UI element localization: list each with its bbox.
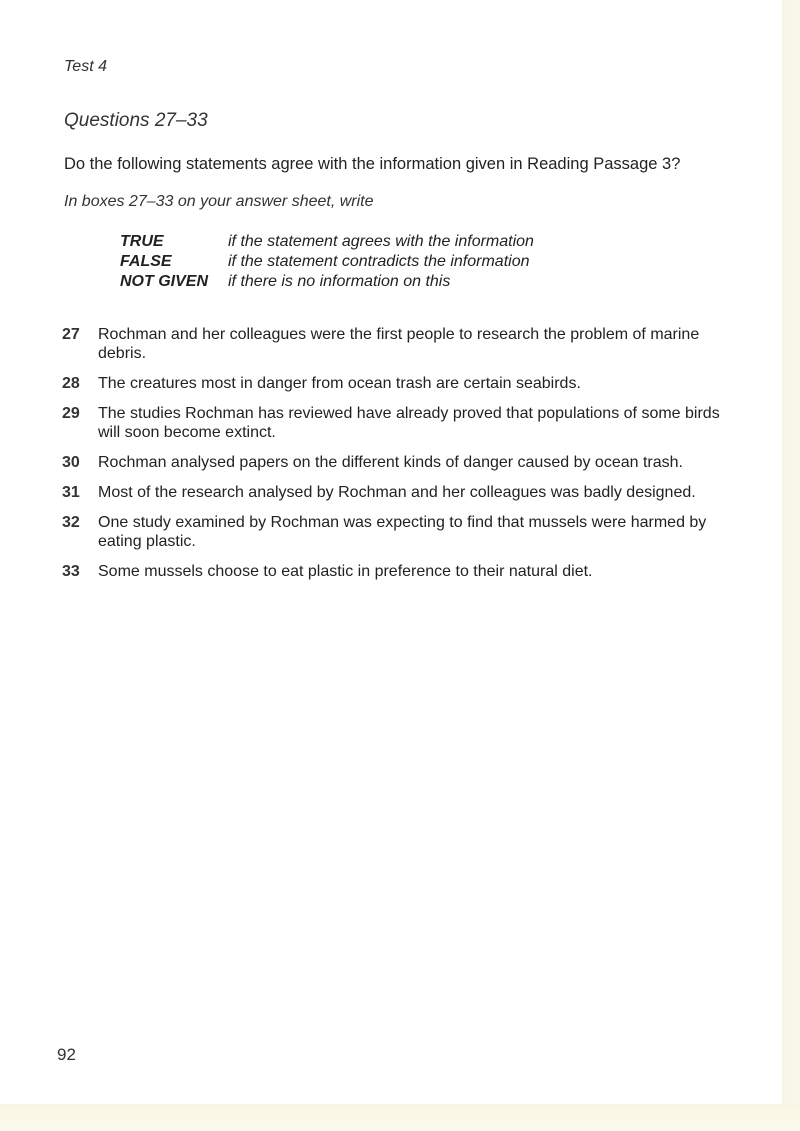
key-term: NOT GIVEN [120,273,209,290]
question-text: The creatures most in danger from ocean trash are certain seabirds. [98,375,581,392]
key-meaning: if there is no information on this [228,273,451,290]
test-label: Test 4 [64,58,107,75]
answer-key-table [120,232,534,292]
question-text: Some mussels choose to eat plastic in preference to their natural diet. [98,563,593,580]
question-text: One study examined by Rochman was expecting to find that mussels were harmed by eating plastic. [98,514,707,550]
key-row-not-given [120,272,534,292]
question-list [62,325,742,592]
question-text: Rochman and her colleagues were the first people to research the problem of marine debris. [98,326,700,362]
key-meaning: if the statement contradicts the information [228,253,530,270]
page-edge-bottom [0,1104,800,1131]
question-number: 31 [62,484,80,501]
page-edge-right [782,0,800,1131]
question-item [62,513,742,551]
question-item [62,562,742,581]
question-number: 28 [62,375,80,392]
question-item [62,404,742,442]
key-term: TRUE [120,233,164,250]
question-number: 30 [62,454,80,471]
question-item [62,374,742,393]
question-number: 33 [62,563,80,580]
key-term: FALSE [120,253,172,270]
question-number: 32 [62,514,80,531]
key-row-false [120,252,534,272]
key-row-true [120,232,534,252]
question-item [62,325,742,363]
questions-heading: Questions 27–33 [64,110,208,131]
question-number: 29 [62,405,80,422]
question-text: The studies Rochman has reviewed have already proved that populations of some birds will soon become extinct. [98,405,720,441]
instruction-text: Do the following statements agree with the information given in Reading Passage 3? [64,155,681,173]
question-text: Rochman analysed papers on the different kinds of danger caused by ocean trash. [98,454,683,471]
question-item [62,483,742,502]
answer-sheet-instruction: In boxes 27–33 on your answer sheet, write [64,193,374,210]
page-number: 92 [57,1045,76,1064]
question-number: 27 [62,326,80,343]
question-text: Most of the research analysed by Rochman and her colleagues was badly designed. [98,484,696,501]
question-item [62,453,742,472]
key-meaning: if the statement agrees with the information [228,233,534,250]
